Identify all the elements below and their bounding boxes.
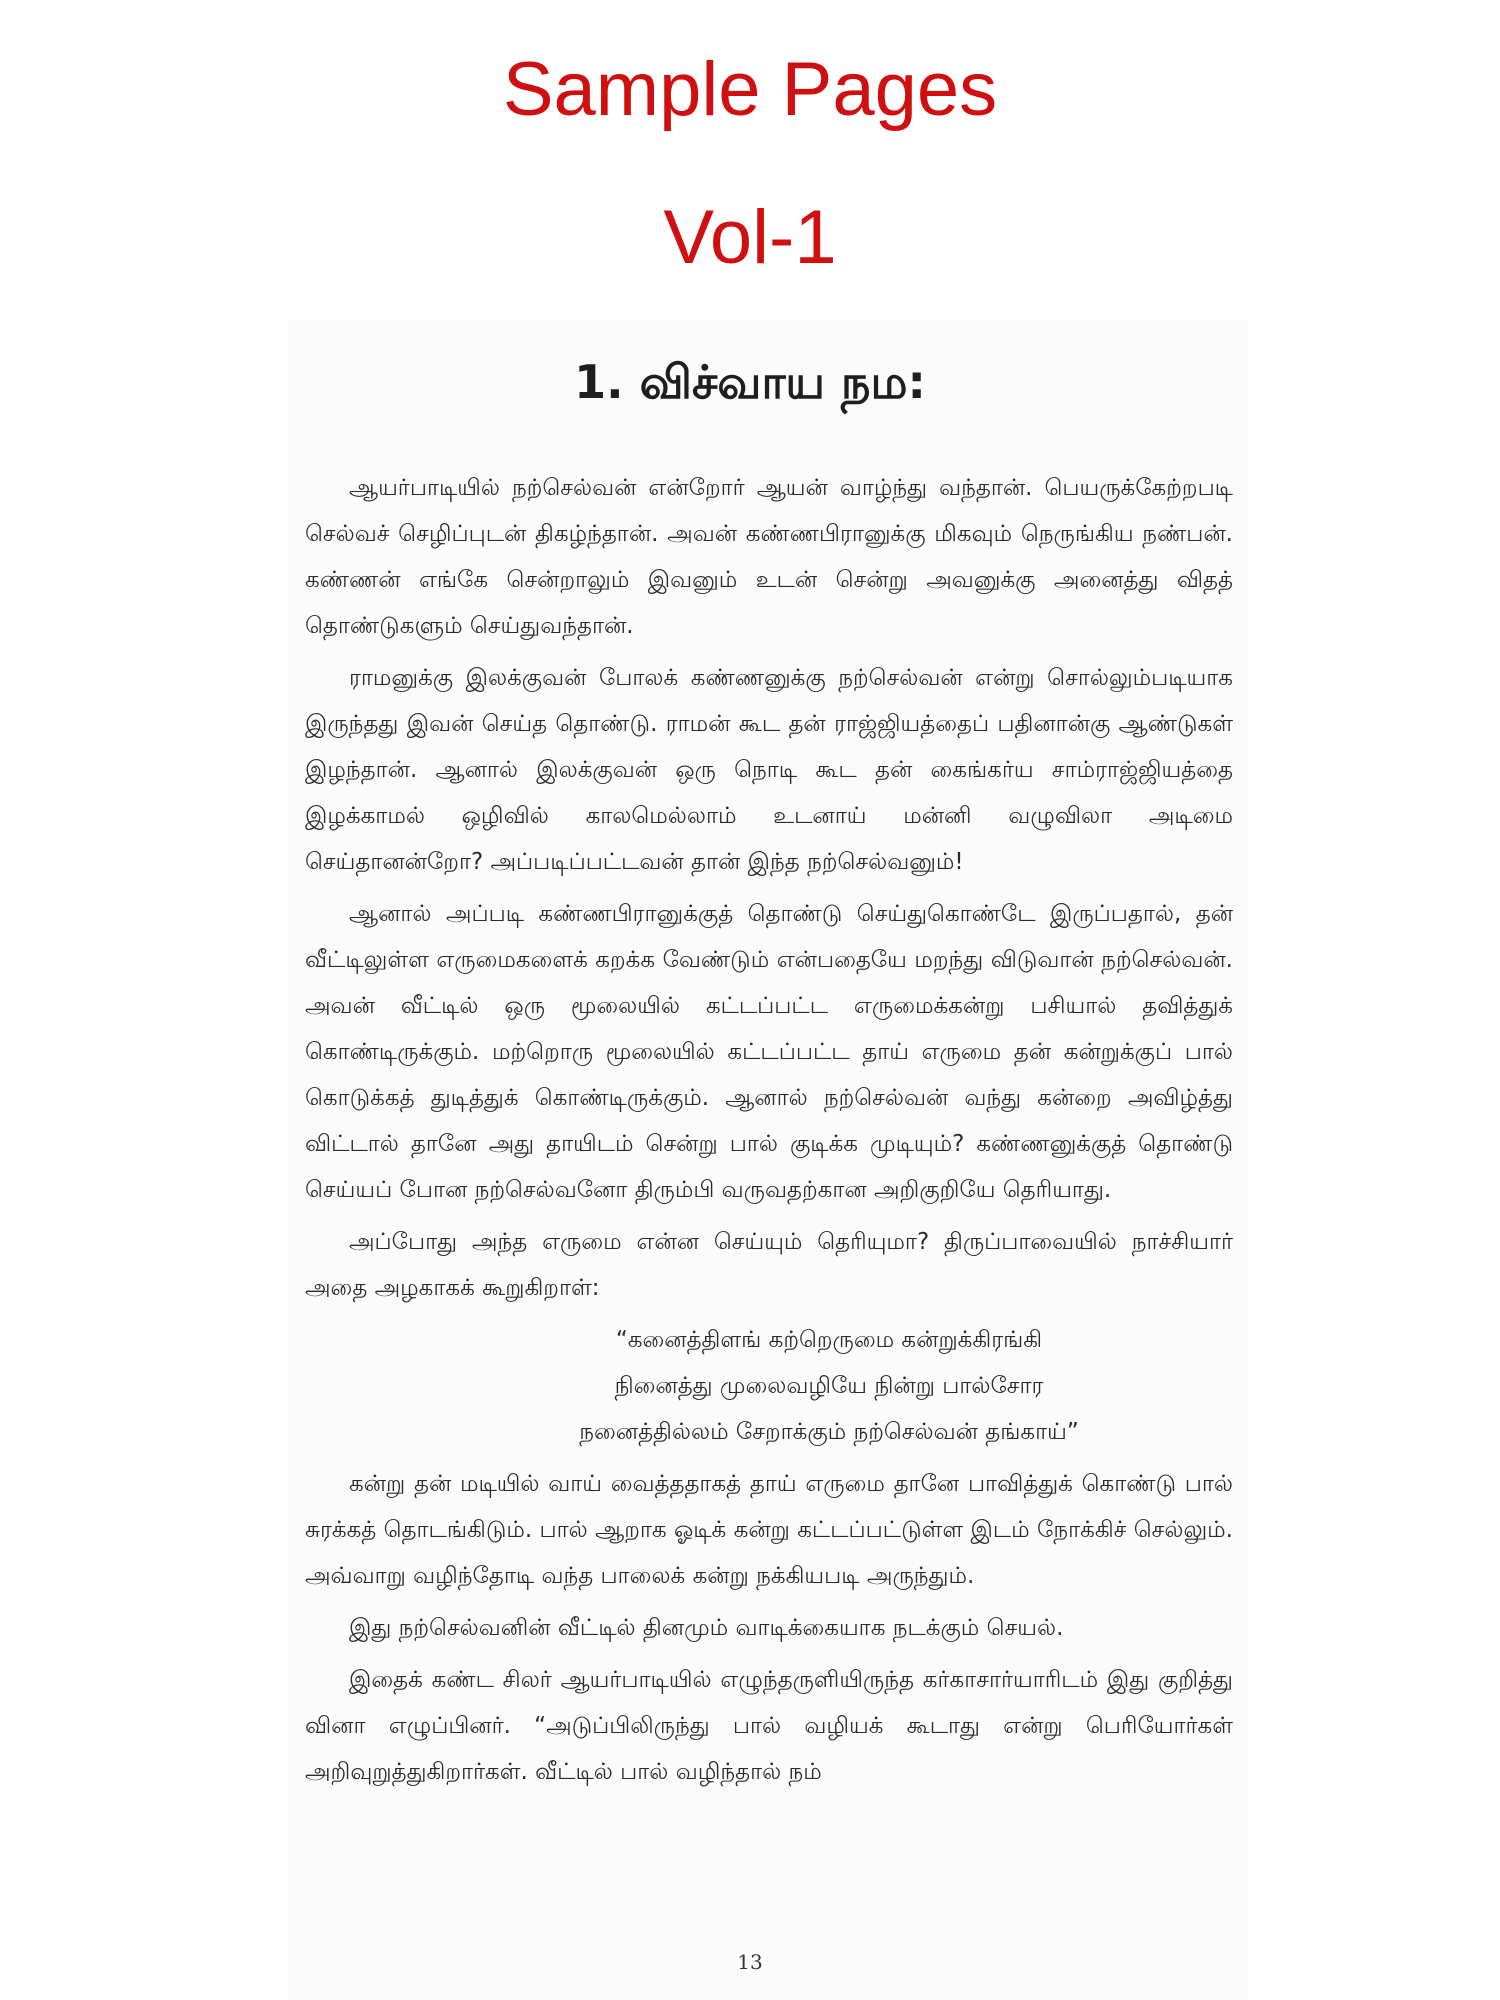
sample-pages-heading: Sample Pages [502,47,998,132]
paragraph-6: இது நற்செல்வனின் வீட்டில் தினமும் வாடிக்கையாக நடக்கும் செயல். [349,1615,1064,1641]
paragraph-4: அப்போது அந்த எருமை என்ன செய்யும் தெரியுமா? திருப்பாவையில் நாச்சியார் அதை அழகாகக் கூறுகிறாள்: [305,1229,1233,1301]
chapter-title: 1. விச்வாய நம: [574,355,926,409]
paragraph-3: ஆனால் அப்படி கண்ணபிரானுக்குத் தொண்டு செய்துகொண்டே இருப்பதால், தன் வீட்டிலுள்ள எருமைகளைக் கறக்க வேண்டும் என்பதையே மறந்து விடுவான் நற்செல்வன். அவன் வீட்டில் ஒரு மூலையில் கட்டப்பட்ட எருமைக்கன்று பசியால் தவித்துக் கொண்டிருக்கும். மற்றொரு மூலையில் கட்டப்பட்ட தாய் எருமை தன் கன்றுக்குப் பால் கொடுக்கத் துடித்துக் கொண்டிருக்கும். ஆனால் நற்செல்வன் வந்து கன்றை அவிழ்த்து விட்டால் தானே அது தாயிடம் சென்று பால் குடிக்க முடியும்? கண்ணனுக்குத் தொண்டு செய்யப் போன நற்செல்வனோ திரும்பி வருவதற்கான அறிகுறியே தெரியாது. [305,901,1233,1203]
page-body [305,465,1233,1801]
verse-line-1: “கனைத்திளங் கற்றெருமை கன்றுக்கிரங்கி [615,1327,1043,1353]
verse-quote [305,1317,1233,1455]
volume-heading: Vol-1 [663,195,837,280]
verse-line-3: நனைத்தில்லம் சேறாக்கும் நற்செல்வன் தங்காய்” [579,1419,1079,1445]
paragraph-2: ராமனுக்கு இலக்குவன் போலக் கண்ணனுக்கு நற்செல்வன் என்று சொல்லும்படியாக இருந்தது இவன் செய்த தொண்டு. ராமன் கூட தன் ராஜ்ஜியத்தைப் பதினான்கு ஆண்டுகள் இழந்தான். ஆனால் இலக்குவன் ஒரு நொடி கூட தன் கைங்கர்ய சாம்ராஜ்ஜியத்தை இழக்காமல் ஒழிவில் காலமெல்லாம் உடனாய் மன்னி வழுவிலா அடிமை செய்தானன்றோ? அப்படிப்பட்டவன் தான் இந்த நற்செல்வனும்! [305,665,1233,875]
page-number: 13 [737,1950,763,1974]
paragraph-1: ஆயர்பாடியில் நற்செல்வன் என்றோர் ஆயன் வாழ்ந்து வந்தான். பெயருக்கேற்றபடி செல்வச் செழிப்புடன் திகழ்ந்தான். அவன் கண்ணபிரானுக்கு மிகவும் நெருங்கிய நண்பன். கண்ணன் எங்கே சென்றாலும் இவனும் உடன் சென்று அவனுக்கு அனைத்து விதத் தொண்டுகளும் செய்துவந்தான். [305,475,1233,639]
verse-line-2: நினைத்து முலைவழியே நின்று பால்சோர [614,1373,1044,1399]
paragraph-7: இதைக் கண்ட சிலர் ஆயர்பாடியில் எழுந்தருளியிருந்த கர்காசார்யாரிடம் இது குறித்து வினா எழுப்பினர். “அடுப்பிலிருந்து பால் வழியக் கூடாது என்று பெரியோர்கள் அறிவுறுத்துகிறார்கள். வீட்டில் பால் வழிந்தால் நம் [305,1667,1233,1785]
paragraph-5: கன்று தன் மடியில் வாய் வைத்ததாகத் தாய் எருமை தானே பாவித்துக் கொண்டு பால் சுரக்கத் தொடங்கிடும். பால் ஆறாக ஓடிக் கன்று கட்டப்பட்டுள்ள இடம் நோக்கிச் செல்லும். அவ்வாறு வழிந்தோடி வந்த பாலைக் கன்று நக்கியபடி அருந்தும். [305,1471,1233,1589]
